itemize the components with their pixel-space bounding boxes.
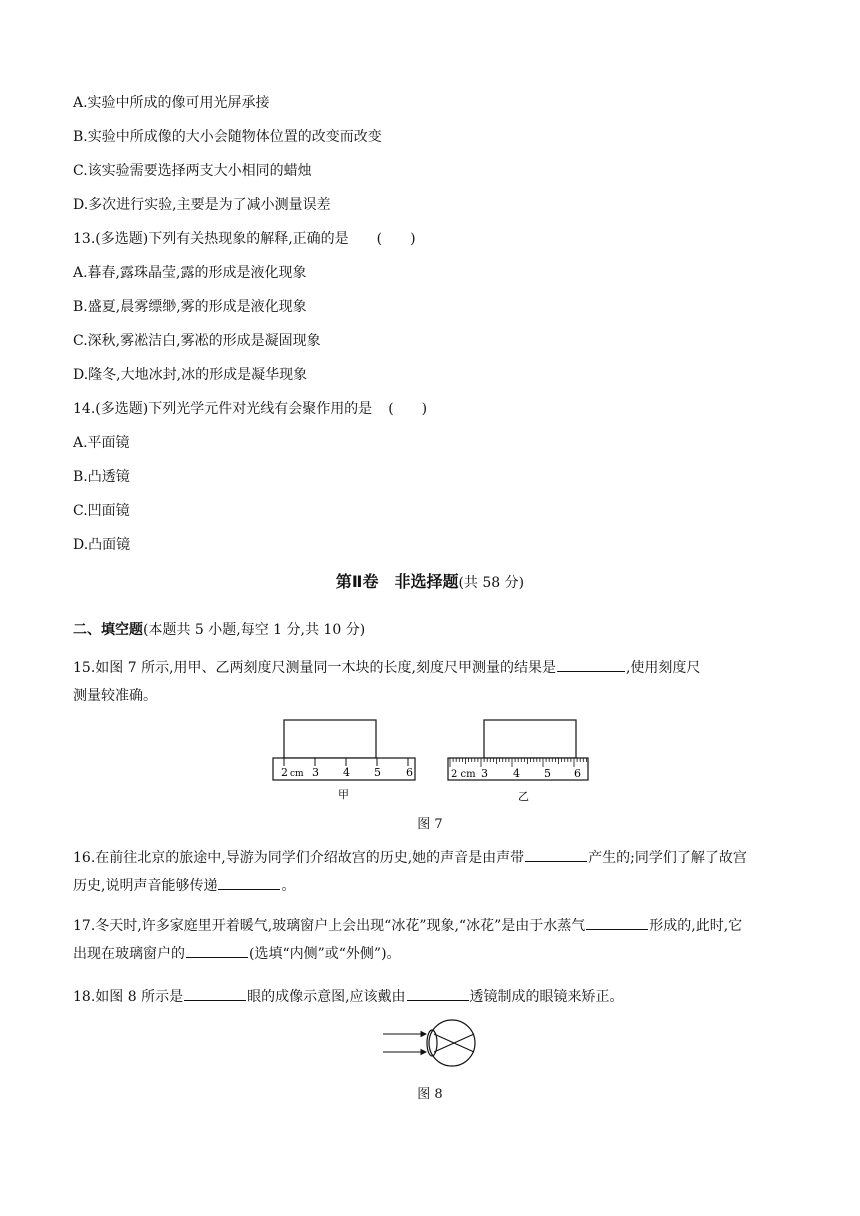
section-2-note: (共 58 分) bbox=[458, 575, 525, 591]
figure-8-eye-diagram bbox=[380, 1018, 490, 1068]
figure-7-caption: 图 7 bbox=[417, 817, 443, 832]
q17-question bbox=[73, 912, 788, 968]
q15-text-1: 15.如图 7 所示,用甲、乙两刻度尺测量同一木块的长度,刻度尺甲测量的结果是 bbox=[73, 660, 556, 676]
q13-option-d: D.隆冬,大地冰封,冰的形成是凝华现象 bbox=[73, 367, 308, 383]
part-2-note: (本题共 5 小题,每空 1 分,共 10 分) bbox=[143, 622, 366, 638]
q16-blank-2[interactable] bbox=[218, 875, 280, 890]
ruler-a-label: 甲 bbox=[338, 788, 349, 801]
ruler-b bbox=[448, 720, 588, 803]
q14-stem: 14.(多选题)下列光学元件对光线有会聚作用的是 bbox=[73, 401, 373, 417]
ruler-a-tick-2: 2 bbox=[281, 766, 288, 779]
ruler-a-tick-6: 6 bbox=[406, 766, 413, 779]
q14-option-d: D.凸面镜 bbox=[73, 537, 131, 553]
q14-question bbox=[73, 399, 427, 419]
q12-option-a: A.实验中所成的像可用光屏承接 bbox=[73, 95, 270, 111]
q13-stem: 13.(多选题)下列有关热现象的解释,正确的是 bbox=[73, 231, 349, 247]
q15-text-3: 测量较准确。 bbox=[73, 688, 157, 704]
q15-text-2: ,使用刻度尺 bbox=[625, 660, 701, 676]
q16-blank-1[interactable] bbox=[525, 847, 587, 862]
ruler-b-unit: 2 cm bbox=[451, 769, 476, 780]
q15-question bbox=[73, 654, 788, 710]
ruler-b-label: 乙 bbox=[518, 790, 529, 803]
ruler-a-tick-5: 5 bbox=[374, 766, 381, 779]
q16-question bbox=[73, 844, 788, 900]
q14-option-b: B.凸透镜 bbox=[73, 469, 130, 485]
ruler-b-tick-3: 3 bbox=[481, 767, 488, 780]
q17-text-3: 出现在玻璃窗户的 bbox=[73, 946, 185, 962]
q18-text-3: 透镜制成的眼镜来矫正。 bbox=[469, 989, 624, 1005]
ruler-b-tick-5: 5 bbox=[544, 767, 551, 780]
q12-option-d: D.多次进行实验,主要是为了减小测量误差 bbox=[73, 197, 331, 213]
figure-7-rulers bbox=[268, 718, 598, 804]
ruler-a-unit: cm bbox=[290, 769, 304, 779]
q16-text-4: 。 bbox=[281, 878, 296, 894]
q15-blank-1[interactable] bbox=[557, 657, 625, 672]
q17-text-1: 17.冬天时,许多家庭里开着暖气,玻璃窗户上会出现“冰花”现象,“冰花”是由于水蒸气 bbox=[73, 918, 586, 934]
figure-8-caption: 图 8 bbox=[417, 1087, 443, 1102]
section-2-title bbox=[0, 571, 860, 594]
q18-text-2: 眼的成像示意图,应该戴由 bbox=[247, 989, 406, 1005]
eyeball bbox=[429, 1020, 475, 1066]
q13-option-a: A.暮春,露珠晶莹,露的形成是液化现象 bbox=[73, 265, 307, 281]
q17-blank-2[interactable] bbox=[186, 943, 248, 958]
part-2-heading bbox=[73, 620, 365, 640]
q17-text-2: 形成的,此时,它 bbox=[649, 918, 743, 934]
q18-question bbox=[73, 986, 624, 1007]
q18-text-1: 18.如图 8 所示是 bbox=[73, 989, 184, 1005]
q13-question bbox=[73, 229, 416, 249]
ruler-b-tick-6: 6 bbox=[574, 767, 581, 780]
ruler-b-tick-4: 4 bbox=[513, 767, 520, 780]
part-2-title: 二、填空题 bbox=[73, 622, 143, 638]
wood-block-b bbox=[484, 720, 576, 758]
wood-block-a bbox=[284, 720, 376, 758]
q12-option-c: C.该实验需要选择两支大小相同的蜡烛 bbox=[73, 163, 312, 179]
q14-option-a: A.平面镜 bbox=[73, 435, 130, 451]
q13-option-b: B.盛夏,晨雾缥缈,雾的形成是液化现象 bbox=[73, 299, 307, 315]
q18-blank-1[interactable] bbox=[184, 986, 246, 1001]
ruler-a-tick-4: 4 bbox=[343, 766, 350, 779]
ruler-a bbox=[273, 720, 415, 801]
q16-text-2: 产生的;同学们了解了故宫 bbox=[588, 850, 747, 866]
section-2-heading: 第Ⅱ卷 非选择题 bbox=[335, 572, 459, 591]
q18-blank-2[interactable] bbox=[407, 986, 469, 1001]
q14-option-c: C.凹面镜 bbox=[73, 503, 130, 519]
q14-answer-paren: ( ) bbox=[388, 401, 428, 417]
q17-text-4: (选填“内侧”或“外侧”)。 bbox=[249, 946, 401, 962]
q12-option-b: B.实验中所成像的大小会随物体位置的改变而改变 bbox=[73, 129, 382, 145]
ruler-a-tick-3: 3 bbox=[312, 766, 319, 779]
q13-answer-paren: ( ) bbox=[376, 231, 416, 247]
q16-text-3: 历史,说明声音能够传递 bbox=[73, 878, 218, 894]
q17-blank-1[interactable] bbox=[586, 915, 648, 930]
q16-text-1: 16.在前往北京的旅途中,导游为同学们介绍故宫的历史,她的声音是由声带 bbox=[73, 850, 525, 866]
q13-option-c: C.深秋,雾凇洁白,雾凇的形成是凝固现象 bbox=[73, 333, 321, 349]
